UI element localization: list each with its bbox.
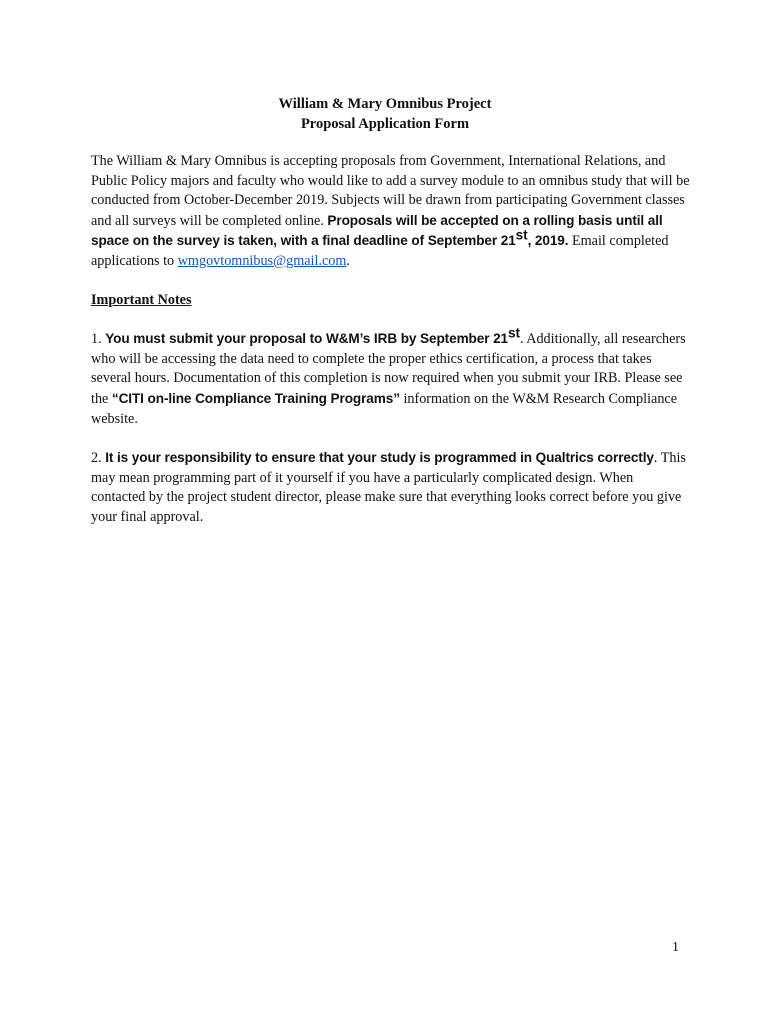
intro-text-c: . xyxy=(346,252,350,269)
note-2-text-a: . This may mean programming part of it yourself if you have a particularly complicated design. When contacted by the project student director, please make sure that everything looks correct before you give your final approval. xyxy=(91,450,686,525)
note-2 xyxy=(91,448,691,527)
title-line-2: Proposal Application Form xyxy=(300,116,470,132)
document-body xyxy=(91,152,691,528)
intro-bold-a: Proposals will be accepted on a rolling basis until all space on the survey is taken, with a final deadline of September 21 xyxy=(91,212,663,249)
note-1-text-b: information on the W&M Research Compliance website. xyxy=(91,390,678,427)
intro-bold-sup: st xyxy=(515,227,528,243)
note-1-bold-a: You must submit your proposal to W&M’s IRB by September 21 xyxy=(105,331,509,347)
note-1-bold-b: “CITI on-line Compliance Training Programs” xyxy=(111,390,400,406)
intro-bold-b: , 2019. xyxy=(527,233,569,249)
page-number: 1 xyxy=(672,940,679,955)
note-1-bold-sup: st xyxy=(508,325,520,341)
intro-paragraph xyxy=(91,152,691,272)
document-title xyxy=(0,94,770,134)
note-2-number: 2. xyxy=(91,450,106,467)
note-2-bold-a: It is your responsibility to ensure that your study is programmed in Qualtrics correctly xyxy=(105,450,654,466)
note-1 xyxy=(91,325,691,429)
title-line-1: William & Mary Omnibus Project xyxy=(278,96,492,112)
intro-text-b: Email completed applications to xyxy=(91,233,669,269)
email-link[interactable]: wmgovtomnibus@gmail.com xyxy=(177,252,347,269)
intro-text-a: The William & Mary Omnibus is accepting proposals from Government, International Relations, and Public Policy majors and faculty who would like to add a survey module to an omnibus study that will be conducted from October-December 2019. Subjects will be drawn from participating Government classes and all surveys will be completed online. xyxy=(91,153,690,229)
note-1-number: 1. xyxy=(91,331,106,348)
note-1-text-a: . Additionally, all researchers who will be accessing the data need to complete the proper ethics certification, a process that takes several hours. Documentation of this completion is now required when you submit your IRB. Please see the xyxy=(91,331,686,407)
notes-heading: Important Notes xyxy=(91,291,192,308)
